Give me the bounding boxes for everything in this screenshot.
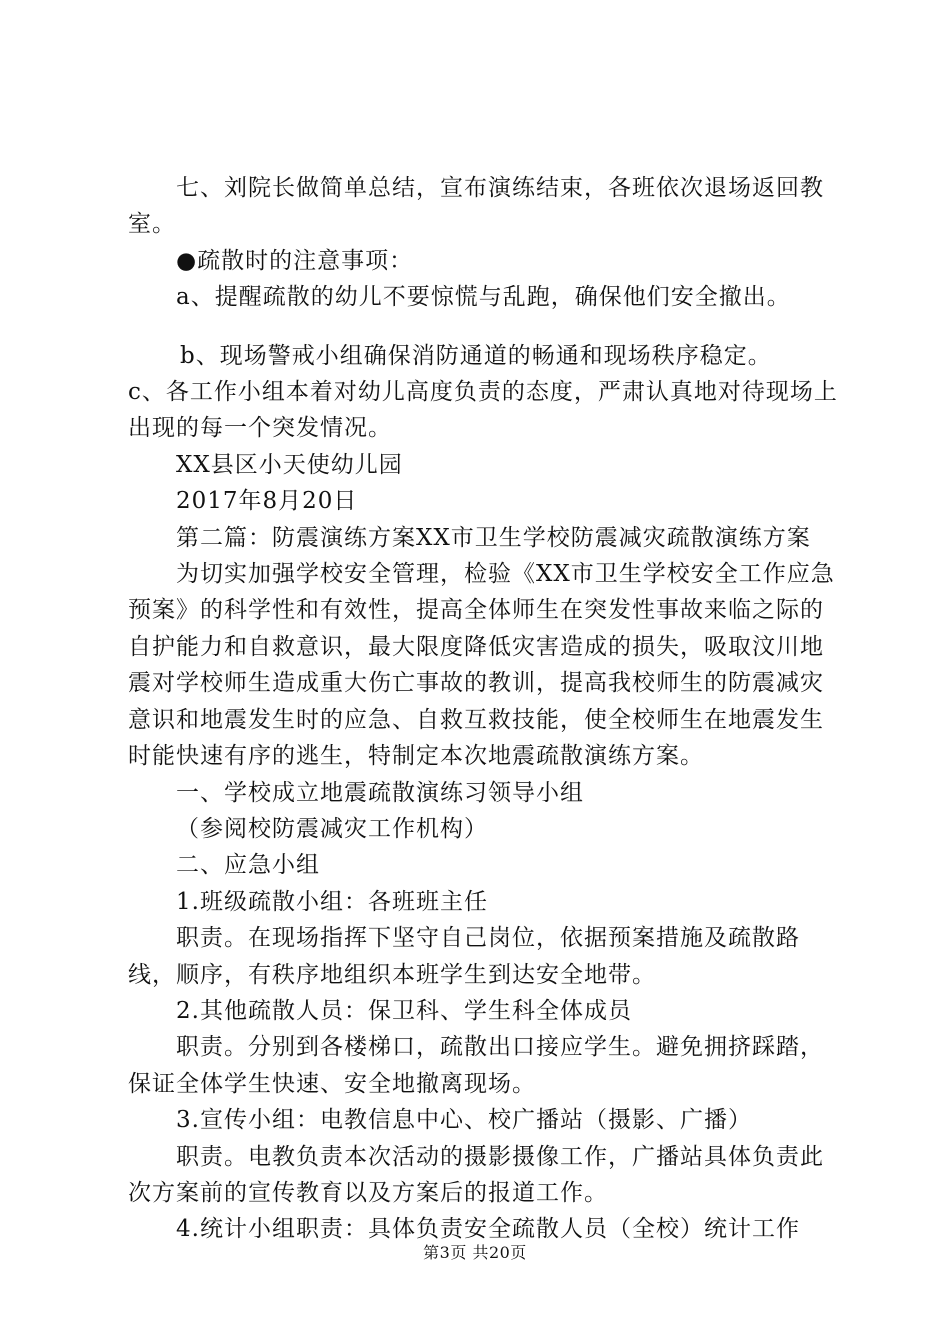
- paragraph-date: 2017年8月20日: [176, 488, 358, 515]
- paragraph-org-name: XX县区小天使幼儿园: [176, 451, 403, 478]
- paragraph-section-1-note: （参阅校防震减灾工作机构）: [176, 815, 488, 842]
- paragraph-spacer: [128, 316, 840, 338]
- paragraph-group-2: 2.其他疏散人员：保卫科、学生科全体成员: [176, 997, 632, 1024]
- paragraph-intro: 为切实加强学校安全管理，检验《XX市卫生学校安全工作应急预案》的科学性和有效性，提高全体师生在突发性事故来临之际的自护能力和自救意识，最大限度降低灾害造成的损失，吸取汶川地震对学校师生造成重大伤亡事故的教训，提高我校师生的防震减灾意识和地震发生时的应急、自救互救技能，使全校师生在地震发生时能快速有序的逃生，特制定本次地震疏散演练方案。: [128, 561, 835, 770]
- paragraph-group-3-duty: 职责。电教负责本次活动的摄影摄像工作，广播站具体负责此次方案前的宣传教育以及方案后的报道工作。: [128, 1143, 824, 1206]
- paragraph-group-1: 1.班级疏散小组：各班班主任: [176, 888, 488, 915]
- paragraph-group-3: 3.宣传小组：电教信息中心、校广播站（摄影、广播）: [176, 1107, 752, 1134]
- paragraph-notes-heading: ●疏散时的注意事项：: [176, 247, 414, 274]
- paragraph-group-2-duty: 职责。分别到各楼梯口，疏散出口接应学生。避免拥挤踩踏，保证全体学生快速、安全地撤离现场。: [128, 1034, 824, 1097]
- paragraph-group-1-duty: 职责。在现场指挥下坚守自己岗位，依据预案措施及疏散路线，顺序，有秩序地组织本班学生到达安全地带。: [128, 925, 800, 988]
- paragraph-second-title: 第二篇：防震演练方案XX市卫生学校防震减灾疏散演练方案: [176, 524, 811, 551]
- paragraph-note-a: a、提醒疏散的幼儿不要惊慌与乱跑，确保他们安全撤出。: [176, 284, 791, 311]
- paragraph-note-c: c、各工作小组本着对幼儿高度负责的态度，严肃认真地对待现场上出现的每一个突发情况。: [128, 379, 838, 442]
- paragraph-section-2: 二、应急小组: [176, 852, 320, 879]
- page-number-footer: 第3页 共20页: [423, 1243, 527, 1262]
- document-body: [128, 170, 840, 1248]
- paragraph-note-b: b、现场警戒小组确保消防通道的畅通和现场秩序稳定。: [180, 342, 772, 369]
- paragraph-summary: 七、刘院长做简单总结，宣布演练结束，各班依次退场返回教室。: [128, 175, 824, 238]
- paragraph-section-1: 一、学校成立地震疏散演练习领导小组: [176, 779, 584, 806]
- paragraph-group-4: 4.统计小组职责：具体负责安全疏散人员（全校）统计工作: [176, 1216, 800, 1243]
